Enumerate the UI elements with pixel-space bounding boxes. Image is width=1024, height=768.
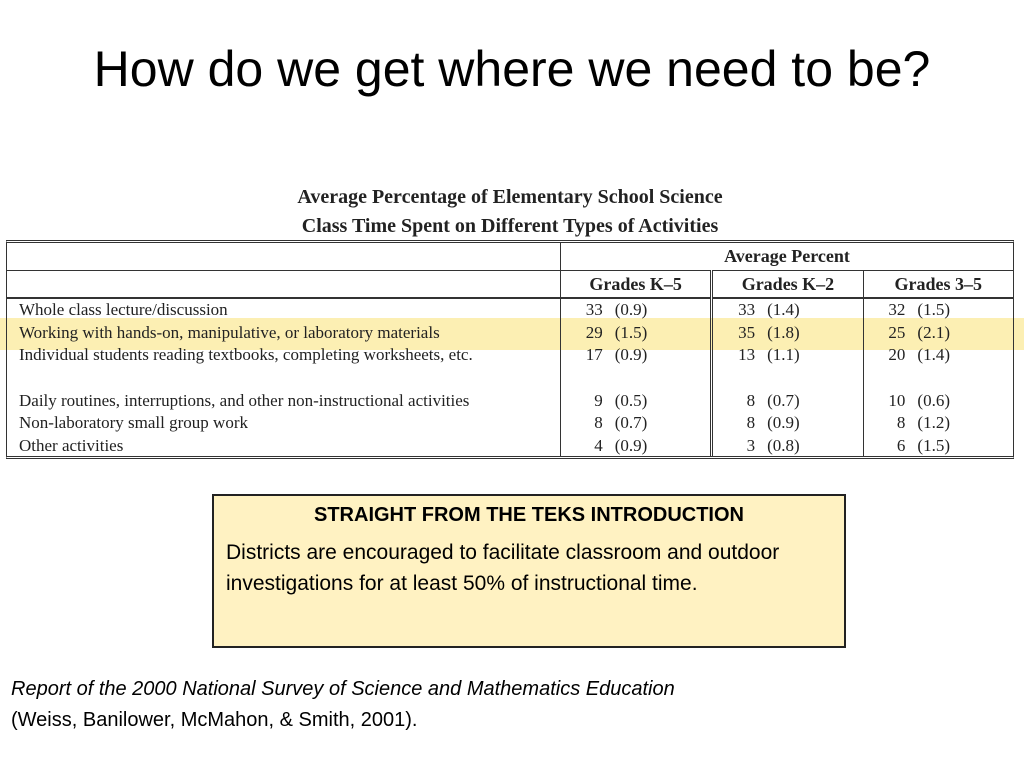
value-k2: 13 [712, 344, 759, 367]
value-k2: 8 [712, 390, 759, 413]
header-blank-sub [7, 271, 560, 299]
se-3-5: (2.1) [917, 322, 950, 342]
se-k2: (0.8) [767, 435, 800, 455]
spacer-cell [560, 367, 711, 390]
se-3-5: (1.5) [917, 300, 950, 320]
value-3-5: 8 [863, 412, 909, 435]
column-header-3-5: Grades 3–5 [863, 271, 1013, 299]
value-3-5: 6 [863, 435, 909, 458]
spacer-cell [712, 367, 863, 390]
value-k5: 9 [560, 390, 606, 413]
table-row [7, 344, 1013, 367]
value-3-5: 20 [863, 344, 909, 367]
activity-table [6, 240, 1014, 459]
se-k2: (1.1) [767, 345, 800, 365]
value-k5: 33 [560, 298, 606, 322]
citation-title: Report of the 2000 National Survey of Science and Mathematics Education [11, 678, 675, 700]
row-label: Non-laboratory small group work [19, 413, 248, 433]
se-k5: (0.5) [614, 390, 648, 410]
value-3-5: 25 [863, 322, 909, 345]
se-3-5: (0.6) [917, 390, 950, 410]
value-k2: 35 [712, 322, 759, 345]
table-title-line-1: Average Percentage of Elementary School Science [297, 186, 723, 208]
se-k5: (0.7) [614, 413, 648, 433]
se-k2: (0.9) [767, 413, 800, 433]
se-k5: (1.5) [614, 322, 648, 342]
table-row [7, 322, 1013, 345]
se-k2: (0.7) [767, 390, 800, 410]
group-header: Average Percent [560, 243, 1013, 271]
row-label: Daily routines, interruptions, and other non-instructional activities [19, 390, 470, 410]
se-3-5: (1.5) [917, 435, 950, 455]
value-3-5: 32 [863, 298, 909, 322]
header-blank [7, 243, 560, 271]
value-k2: 33 [712, 298, 759, 322]
value-k5: 29 [560, 322, 606, 345]
se-3-5: (1.2) [917, 413, 950, 433]
table-row [7, 390, 1013, 413]
teks-heading: STRAIGHT FROM THE TEKS INTRODUCTION [314, 504, 744, 526]
spacer-cell [863, 367, 1013, 390]
value-k2: 8 [712, 412, 759, 435]
table-row [7, 435, 1013, 458]
table-row [7, 412, 1013, 435]
column-header-k2: Grades K–2 [712, 271, 863, 299]
teks-callout-box [212, 494, 846, 648]
value-k5: 4 [560, 435, 606, 458]
se-k5: (0.9) [614, 435, 648, 455]
table-title [160, 183, 860, 241]
teks-body: Districts are encouraged to facilitate classroom and outdoor investigations for at least 50% of instructional time. [226, 541, 780, 595]
table-row-spacer [7, 367, 1013, 390]
citation [11, 674, 1011, 736]
value-k2: 3 [712, 435, 759, 458]
row-label: Working with hands-on, manipulative, or laboratory materials [19, 322, 440, 342]
row-label: Other activities [19, 435, 124, 455]
se-k5: (0.9) [614, 345, 648, 365]
value-k5: 17 [560, 344, 606, 367]
se-k2: (1.8) [767, 322, 800, 342]
se-k5: (0.9) [614, 300, 648, 320]
se-3-5: (1.4) [917, 345, 950, 365]
slide-title: How do we get where we need to be? [93, 41, 931, 97]
table-row [7, 298, 1013, 322]
value-3-5: 10 [863, 390, 909, 413]
row-label: Whole class lecture/discussion [19, 300, 228, 320]
table-title-line-2: Class Time Spent on Different Types of Activities [301, 215, 719, 237]
spacer-cell [7, 367, 560, 390]
column-header-k5: Grades K–5 [560, 271, 711, 299]
se-k2: (1.4) [767, 300, 800, 320]
activity-table-grid [7, 243, 1013, 457]
value-k5: 8 [560, 412, 606, 435]
row-label: Individual students reading textbooks, completing worksheets, etc. [19, 345, 473, 365]
citation-authors: (Weiss, Banilower, McMahon, & Smith, 2001). [11, 709, 418, 731]
